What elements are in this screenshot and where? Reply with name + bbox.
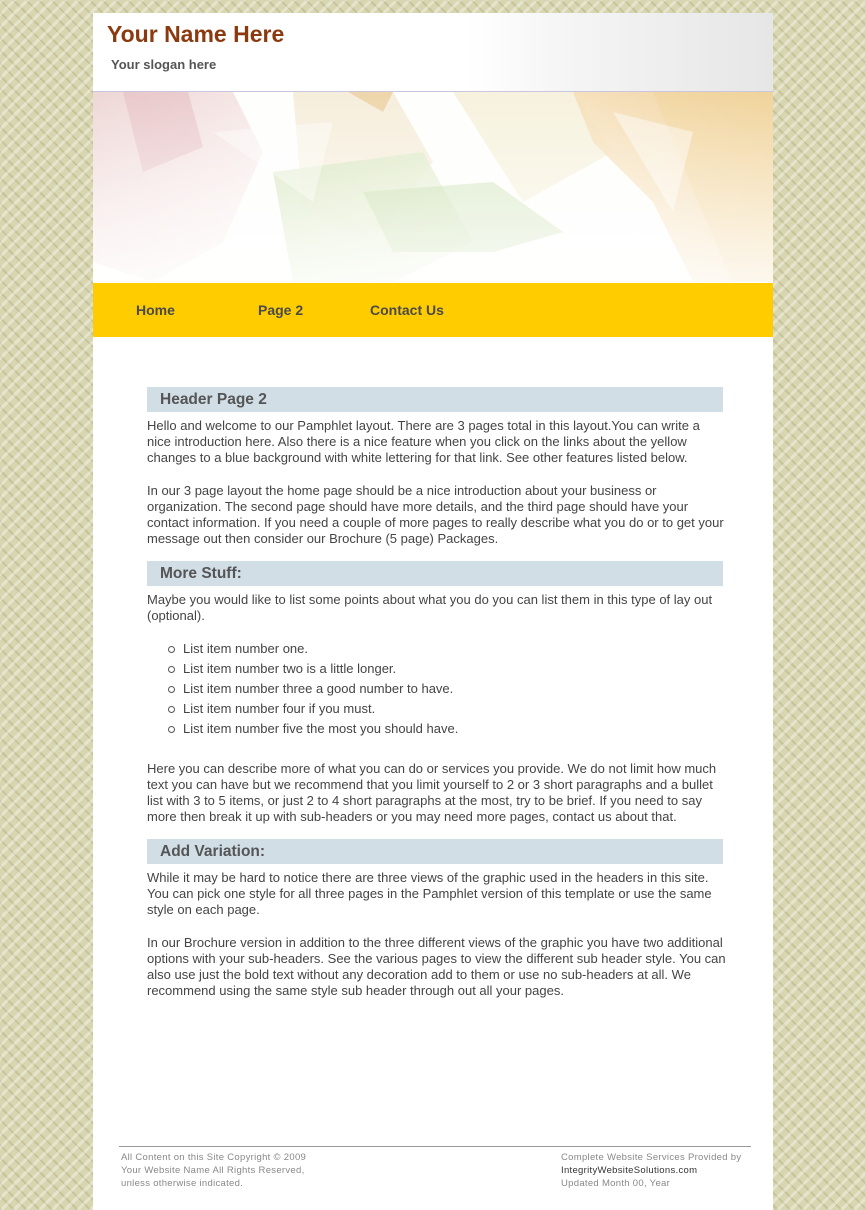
nav-item-home[interactable]: Home xyxy=(136,302,175,318)
circle-bullet-icon xyxy=(168,706,175,713)
circle-bullet-icon xyxy=(168,646,175,653)
main-content xyxy=(147,387,726,999)
nav-item-contact-us[interactable]: Contact Us xyxy=(370,302,444,318)
list-item: List item number two is a little longer. xyxy=(147,659,723,679)
footer-credits: Complete Website Services Provided by IntegrityWebsiteSolutions.com Updated Month 00, Year xyxy=(561,1152,742,1189)
list-item: List item number one. xyxy=(147,639,723,659)
list-item: List item number four if you must. xyxy=(147,699,723,719)
circle-bullet-icon xyxy=(168,726,175,733)
site-slogan: Your slogan here xyxy=(111,57,217,72)
services-paragraph: Here you can describe more of what you can do or services you provide. We do not limit how much text you can have but we recommend that you limit yourself to 2 or 3 short paragraphs and a bullet list with 3 to 5 items, or just 2 to 4 short paragraphs at the most, try to be brief. If you need to say more then break it up with sub-headers or you may need more pages, contact us about that. xyxy=(147,761,717,824)
site-name[interactable]: Your Name Here xyxy=(107,21,285,47)
list-intro-paragraph: Maybe you would like to list some points about what you do you can list them in this type of lay out (optional). xyxy=(147,592,713,623)
circle-bullet-icon xyxy=(168,666,175,673)
footer-copyright: All Content on this Site Copyright © 2009 Your Website Name All Rights Reserved, unless otherwise indicated. xyxy=(121,1152,307,1189)
site-footer xyxy=(119,1146,751,1189)
layout-paragraph: In our 3 page layout the home page should be a nice introduction about your business or organization. The second page should have more details, and the third page should have your contact information. If you need a couple of more pages to really describe what you do or to get your message out then consider our Brochure (5 page) Packages. xyxy=(147,483,724,546)
site-header xyxy=(93,13,773,92)
brochure-paragraph: In our Brochure version in addition to the three different views of the graphic you have two additional options with your sub-headers. See the various pages to view the different sub header style. You can also use just the bold text without any decoration add to them or use no sub-headers at all. We recommend using the same style sub header through out all your pages. xyxy=(147,935,726,998)
main-navigation xyxy=(93,283,773,337)
page-container xyxy=(93,13,773,1210)
section-header-more-stuff: More Stuff: xyxy=(147,561,723,586)
circle-bullet-icon xyxy=(168,686,175,693)
intro-paragraph: Hello and welcome to our Pamphlet layout. There are 3 pages total in this layout.You can write a nice introduction here. Also there is a nice feature when you click on the links about the yellow changes to a blue background with white lettering for that link. See other features listed below. xyxy=(147,418,700,465)
variation-paragraph: While it may be hard to notice there are three views of the graphic used in the headers in this site. You can pick one style for all three pages in the Pamphlet version of this template or use the same style on each page. xyxy=(147,870,712,917)
list-item: List item number five the most you should have. xyxy=(147,719,723,739)
footer-company-link[interactable]: IntegrityWebsiteSolutions.com xyxy=(561,1165,698,1176)
header-banner-graphic xyxy=(93,92,773,283)
abstract-banner-image xyxy=(93,92,773,283)
section-header-add-variation: Add Variation: xyxy=(147,839,723,864)
section-header-page-2: Header Page 2 xyxy=(147,387,723,412)
feature-list xyxy=(147,639,723,739)
list-item: List item number three a good number to have. xyxy=(147,679,723,699)
nav-item-page-2[interactable]: Page 2 xyxy=(258,302,304,318)
